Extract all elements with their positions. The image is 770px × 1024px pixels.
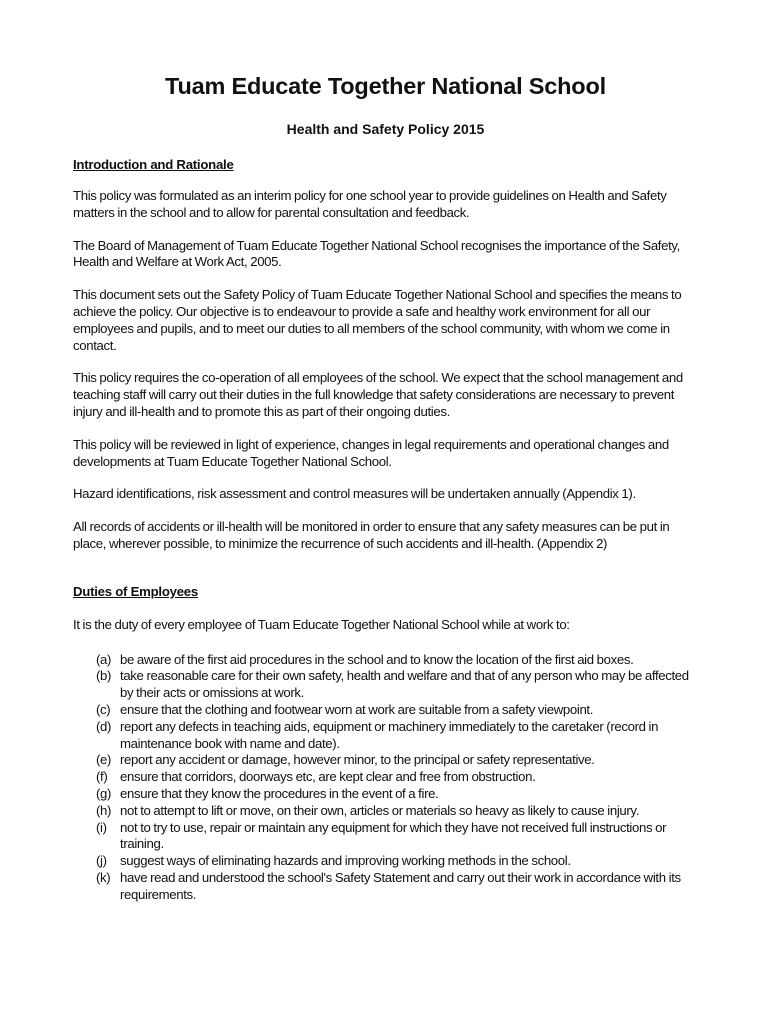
intro-paragraph: This policy requires the co-operation of all employees of the school. We expect that the school management and teaching staff will carry out their duties in the full knowledge that safety considerations are necessary to prevent injury and ill-health and to promote this as part of their ongoing duties.	[73, 370, 683, 419]
duty-text: not to try to use, repair or maintain any equipment for which they have not received full instructions or training.	[120, 819, 667, 852]
document-subtitle: Health and Safety Policy 2015	[286, 121, 485, 137]
duty-marker: (c)	[96, 701, 111, 717]
duty-marker: (b)	[96, 668, 112, 684]
duty-text: suggest ways of eliminating hazards and improving working methods in the school.	[120, 853, 571, 869]
duties-section	[73, 583, 698, 904]
duty-item	[96, 769, 698, 786]
intro-paragraph: This document sets out the Safety Policy of Tuam Educate Together National School and specifies the means to achieve the policy. Our objective is to endeavour to provide a safe and healthy work environment for all our employees and pupils, and to meet our duties to all members of the school community, with whom we come in contact.	[73, 287, 682, 353]
duty-marker: (g)	[96, 785, 112, 801]
introduction-section	[73, 156, 698, 553]
duties-lead: It is the duty of every employee of Tuam Educate Together National School while at work to:	[73, 616, 570, 632]
duties-heading: Duties of Employees	[73, 583, 198, 599]
duty-item	[96, 820, 698, 854]
duty-marker: (i)	[96, 819, 107, 835]
duty-text: ensure that corridors, doorways etc, are kept clear and free from obstruction.	[120, 769, 536, 785]
duties-list	[73, 652, 698, 904]
duty-text: not to attempt to lift or move, on their own, articles or materials so heavy as likely to cause injury.	[120, 802, 640, 818]
duty-text: take reasonable care for their own safety, health and welfare and that of any person who may be affected by their acts or omissions at work.	[120, 668, 689, 701]
intro-paragraph: This policy was formulated as an interim policy for one school year to provide guidelines on Health and Safety matters in the school and to allow for parental consultation and feedback.	[73, 188, 667, 220]
duty-marker: (j)	[96, 853, 107, 869]
document-page	[73, 70, 698, 904]
intro-paragraph: Hazard identifications, risk assessment and control measures will be undertaken annually (Appendix 1).	[73, 486, 636, 502]
duty-text: report any accident or damage, however minor, to the principal or safety representative.	[120, 752, 595, 768]
duty-item	[96, 668, 698, 702]
duty-marker: (h)	[96, 802, 112, 818]
intro-paragraph: All records of accidents or ill-health will be monitored in order to ensure that any safety measures can be put in place, wherever possible, to minimize the recurrence of such accidents and ill-health. (Appendix 2)	[73, 519, 670, 551]
intro-paragraph: The Board of Management of Tuam Educate Together National School recognises the importance of the Safety, Health and Welfare at Work Act, 2005.	[73, 237, 680, 270]
duty-item	[96, 803, 698, 820]
document-title: Tuam Educate Together National School	[165, 73, 606, 99]
duty-marker: (e)	[96, 752, 112, 768]
intro-paragraph: This policy will be reviewed in light of experience, changes in legal requirements and operational changes and developments at Tuam Educate Together National School.	[73, 436, 669, 469]
duty-text: ensure that the clothing and footwear worn at work are suitable from a safety viewpoint.	[120, 701, 594, 717]
duty-item	[96, 853, 698, 870]
duty-item	[96, 786, 698, 803]
duty-text: report any defects in teaching aids, equipment or machinery immediately to the caretaker (record in maintenance book with name and date).	[120, 718, 659, 751]
duty-marker: (f)	[96, 769, 108, 785]
duty-marker: (k)	[96, 869, 111, 885]
duty-text: ensure that they know the procedures in the event of a fire.	[120, 785, 439, 801]
duty-item	[96, 652, 698, 669]
duty-text: be aware of the first aid procedures in the school and to know the location of the first aid boxes.	[120, 651, 634, 667]
duty-text: have read and understood the school's Safety Statement and carry out their work in accordance with its requirements.	[120, 869, 681, 902]
duty-item	[96, 719, 698, 753]
duty-item	[96, 702, 698, 719]
duty-marker: (d)	[96, 718, 112, 734]
duty-marker: (a)	[96, 651, 112, 667]
duty-item	[96, 870, 698, 904]
duty-item	[96, 752, 698, 769]
introduction-heading: Introduction and Rationale	[73, 157, 234, 172]
